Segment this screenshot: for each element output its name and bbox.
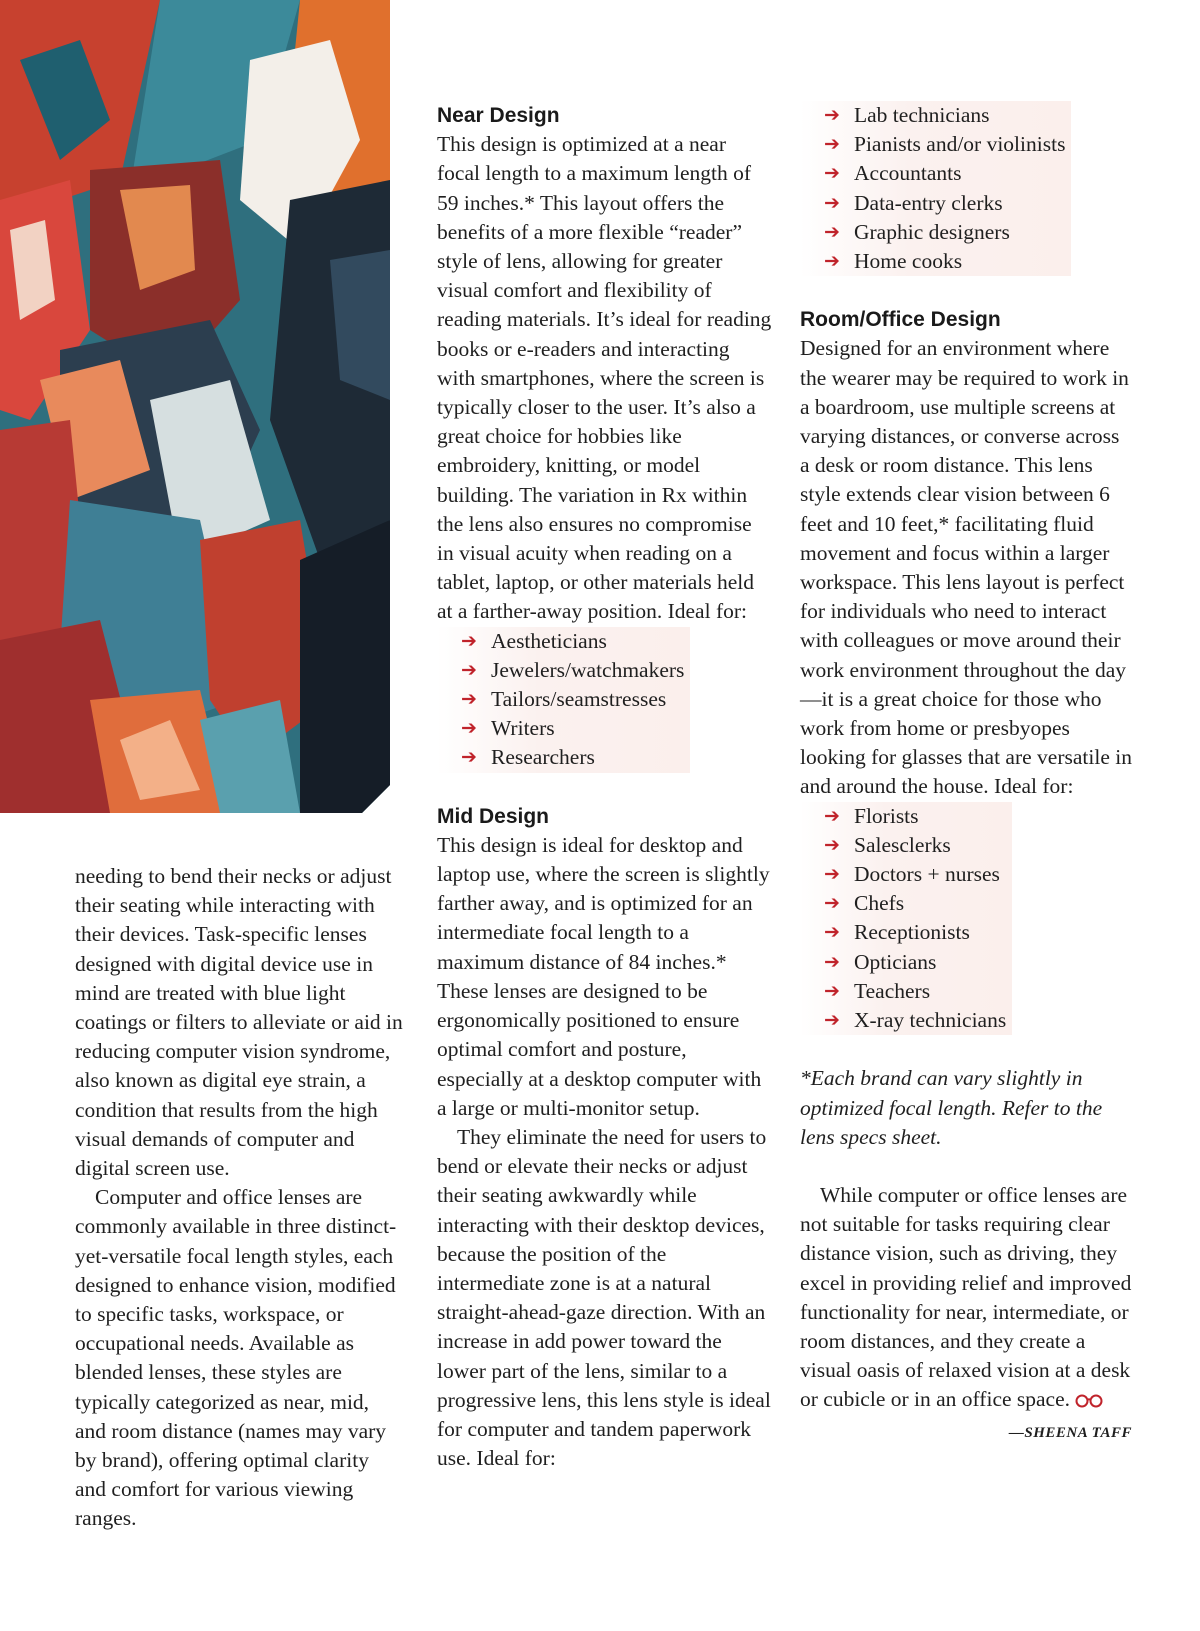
arrow-right-icon: ➔ — [824, 950, 840, 973]
list-item: ➔ Home cooks — [824, 247, 1065, 276]
arrow-right-icon: ➔ — [824, 104, 840, 126]
author-byline: —SHEENA TAFF — [1008, 1424, 1132, 1441]
list-item: ➔ Writers — [461, 714, 684, 743]
list-item: ➔ Tailors/seamstresses — [461, 685, 684, 714]
mid-design-heading: Mid Design — [437, 804, 550, 828]
list-item: ➔ Chefs — [824, 889, 1006, 918]
list-item: ➔ Lab technicians — [824, 101, 1065, 130]
room-design-heading: Room/Office Design — [800, 308, 1001, 332]
arrow-right-icon: ➔ — [824, 979, 840, 1002]
arrow-right-icon: ➔ — [824, 833, 840, 856]
list-item: ➔ Pianists and/or violinists — [824, 130, 1065, 159]
list-item: ➔ Opticians — [824, 948, 1006, 977]
column-2 — [437, 101, 772, 1473]
column-1 — [75, 862, 405, 1534]
crowd-illustration — [0, 0, 390, 813]
near-design-heading: Near Design — [437, 104, 560, 127]
list-item: ➔ Florists — [824, 802, 1006, 831]
arrow-right-icon: ➔ — [461, 629, 477, 652]
intro-paragraph-continued: needing to bend their necks or adjust their seating while interacting with their devices. Task-specific lenses designed with digital device use in mind are treated with blue light coatings or filters to alleviate or aid in reducing computer vision syndrome, also known as digital eye strain, a condition that results from the high visual demands of computer and digital screen use. — [75, 864, 403, 1181]
list-item: ➔ Doctors + nurses — [824, 860, 1006, 889]
list-item: ➔ Receptionists — [824, 918, 1006, 947]
list-item: ➔ Graphic designers — [824, 218, 1065, 247]
list-item: ➔ X-ray technicians — [824, 1006, 1006, 1035]
footnote: *Each brand can vary slightly in optimized focal length. Refer to the lens specs sheet. — [800, 1066, 1103, 1149]
arrow-right-icon: ➔ — [824, 220, 840, 243]
arrow-right-icon: ➔ — [824, 191, 840, 214]
arrow-right-icon: ➔ — [461, 717, 477, 740]
near-ideal-list — [437, 627, 690, 773]
focal-styles-paragraph: Computer and office lenses are commonly available in three distinct-yet-versatile focal length styles, each designed to enhance vision, modified to specific tasks, workspace, or occupational needs. Available as blended lenses, these styles are typically categorized as near, mid, and room distance (names may vary by brand), offering optimal clarity and comfort for various viewing ranges. — [75, 1185, 397, 1531]
arrow-right-icon: ➔ — [824, 863, 840, 886]
closing-paragraph: While computer or office lenses are not suitable for tasks requiring clear distance vision, such as driving, they excel in providing relief and improved functionality for near, intermediate, or room distances, and they create a visual oasis of relaxed vision at a desk or cubicle or in an office space. — [800, 1182, 1132, 1412]
arrow-right-icon: ➔ — [461, 658, 477, 681]
mid-design-body: This design is ideal for desktop and laptop use, where the screen is slightly farther away, and is optimized for an intermediate focal length to a maximum distance of 84 inches.* These lenses are designed to be ergonomically positioned to ensure optimal comfort and posture, especially at a desktop computer with a large or multi-monitor setup. — [437, 832, 770, 1120]
room-design-body: Designed for an environment where the wearer may be required to work in a boardroom, use multiple screens at varying distances, or converse across a desk or room distance. This lens style extends clear vision between 6 feet and 10 feet,* facilitating fluid movement and focus within a larger workspace. This lens layout is perfect for individuals who need to interact with colleagues or move around their work environment throughout the day—it is a great choice for those who work from home or presbyopes looking for glasses that are versatile in and around the house. Ideal for: — [800, 336, 1132, 799]
list-item: ➔ Aestheticians — [461, 627, 684, 656]
arrow-right-icon: ➔ — [824, 250, 840, 273]
near-design-body: This design is optimized at a near focal length to a maximum length of 59 inches.* This layout offers the benefits of a more flexible “reader” style of lens, allowing for greater visual comfort and flexibility of reading materials. It’s ideal for reading books or e-readers and interacting with smartphones, where the screen is typically closer to the user. It’s also a great choice for hobbies like embroidery, knitting, or model building. The variation in Rx within the lens also ensures no compromise in visual acuity when reading on a tablet, laptop, or other materials held at a farther-away position. Ideal for: — [437, 132, 772, 624]
list-item: ➔ Teachers — [824, 977, 1006, 1006]
list-item: ➔ Salesclerks — [824, 831, 1006, 860]
arrow-right-icon: ➔ — [824, 921, 840, 944]
list-item: ➔ Researchers — [461, 743, 684, 772]
column-3 — [800, 101, 1132, 1448]
arrow-right-icon: ➔ — [461, 746, 477, 769]
room-ideal-list — [800, 802, 1012, 1036]
arrow-right-icon: ➔ — [824, 804, 840, 827]
mid-ideal-list — [800, 101, 1071, 276]
closing-paragraph-wrap — [800, 1181, 1132, 1415]
list-item: ➔ Jewelers/watchmakers — [461, 656, 684, 685]
list-item: ➔ Data-entry clerks — [824, 189, 1065, 218]
list-item: ➔ Accountants — [824, 159, 1065, 188]
arrow-right-icon: ➔ — [461, 688, 477, 711]
arrow-right-icon: ➔ — [824, 892, 840, 915]
arrow-right-icon: ➔ — [824, 1009, 840, 1032]
mid-design-body-2: They eliminate the need for users to bend or elevate their necks or adjust their seating awkwardly while interacting with their desktop devices, because the position of the intermediate zone is at a natural straight-ahead-gaze direction. With an increase in add power toward the lower part of the lens, similar to a progressive lens, this lens style is ideal for computer and tandem paperwork use. Ideal for: — [437, 1124, 771, 1471]
arrow-right-icon: ➔ — [824, 162, 840, 185]
arrow-right-icon: ➔ — [824, 133, 840, 156]
eyeglasses-icon — [1074, 1394, 1104, 1408]
